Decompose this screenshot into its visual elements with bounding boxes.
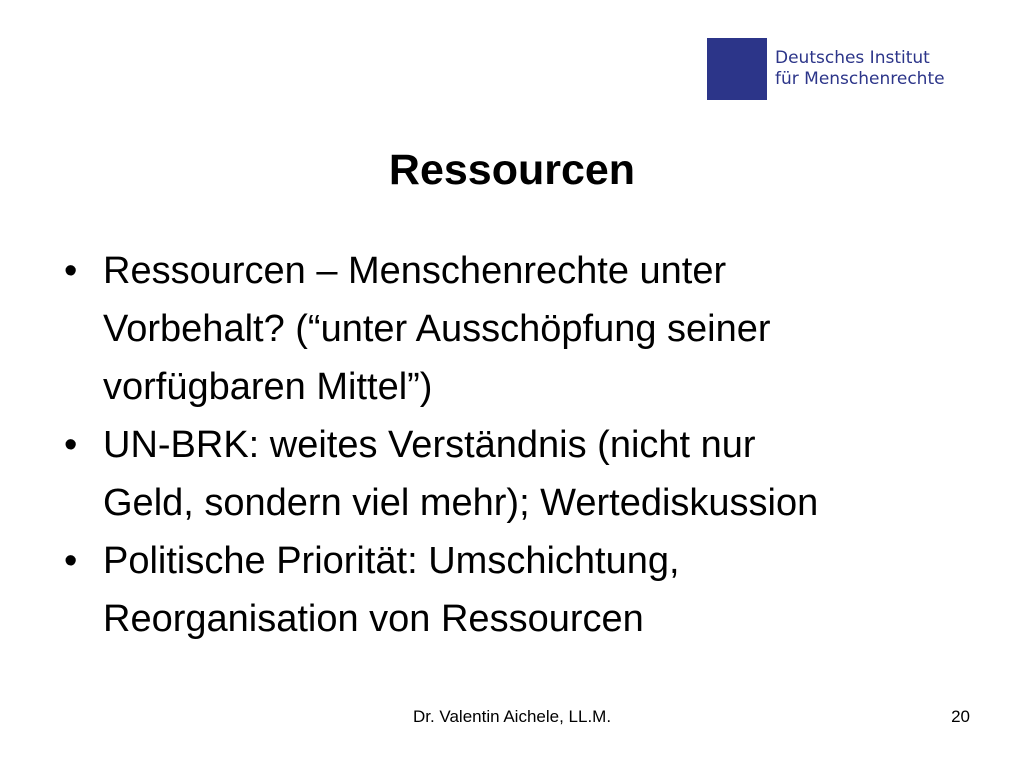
bullet-item [60, 242, 980, 416]
bullet-line: Reorganisation von Ressourcen [103, 598, 644, 640]
bullet-line: Politische Priorität: Umschichtung, [103, 540, 680, 582]
institute-logo [707, 38, 945, 100]
bullet-line: UN-BRK: weites Verständnis (nicht nur [103, 424, 756, 466]
page-number: 20 [951, 707, 970, 726]
bullet-marker: • [64, 540, 78, 582]
slide-title: Ressourcen [388, 146, 636, 194]
bullet-line: vorfügbaren Mittel”) [103, 366, 433, 408]
logo-text [775, 48, 945, 90]
bullet-line: Geld, sondern viel mehr); Wertediskussion [103, 482, 819, 524]
bullet-item [60, 416, 980, 532]
footer-author: Dr. Valentin Aichele, LL.M. [412, 707, 612, 726]
bullet-line: Ressourcen – Menschenrechte unter [103, 250, 727, 292]
logo-square-icon [707, 38, 767, 100]
bullet-list [60, 242, 980, 648]
bullet-marker: • [64, 424, 78, 466]
bullet-marker: • [64, 250, 78, 292]
bullet-line: Vorbehalt? (“unter Ausschöpfung seiner [103, 308, 771, 350]
logo-line-1: Deutsches Institut [775, 48, 930, 68]
bullet-item [60, 532, 980, 648]
logo-line-2: für Menschenrechte [775, 69, 945, 89]
